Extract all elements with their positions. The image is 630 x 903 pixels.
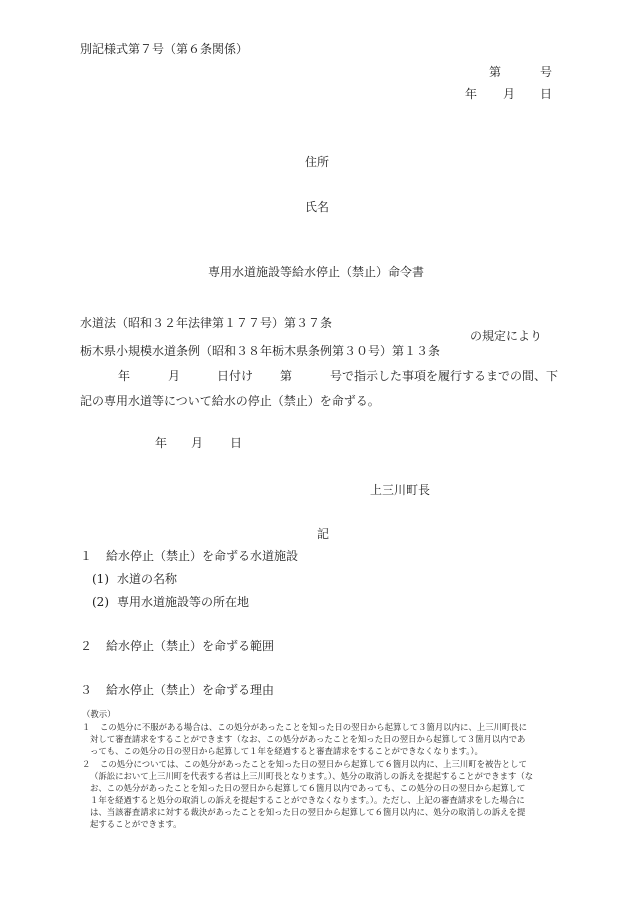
note-2-line-1: この処分については、この処分があったことを知った日の翌日から起算して６箇月以内に、上三川町を被告として <box>100 759 527 769</box>
issue-date-day: 日 <box>230 436 243 450</box>
item-1a-text: 水道の名称 <box>117 572 178 586</box>
note-1-line-1: この処分に不服がある場合は、この処分があったことを知った日の翌日から起算して３箇月以内に、上三川町長に <box>100 722 528 732</box>
item-2-text: 給水停止（禁止）を命ずる範囲 <box>106 639 275 653</box>
item-1b-num: (2) <box>92 595 109 609</box>
note-1-num: １ <box>82 722 91 732</box>
item-2-num: ２ <box>80 639 93 653</box>
issue-date-month: 月 <box>191 436 204 450</box>
body-line2: 記の専用水道等について給水の停止（禁止）を命ずる。 <box>80 394 380 408</box>
note-2-line-2: （訴訟において上三川町を代表する者は上三川町長となります。）、処分の取消しの訴えを提起することができます（な <box>90 771 534 781</box>
note-2-num: ２ <box>82 759 91 769</box>
note-2-line-4: １年を経過すると処分の取消しの訴えを提起することができなくなります。）。ただし、上記の審査請求をした場合に <box>90 795 525 805</box>
ki-heading: 記 <box>317 527 330 541</box>
note-2-line-3: お、この処分があったことを知った日の翌日から起算して６箇月以内であっても、この処分の日の翌日から起算して <box>90 783 526 793</box>
document-title: 専用水道施設等給水停止（禁止）命令書 <box>208 265 425 279</box>
doc-number-go: 号 <box>540 65 553 79</box>
item-1a-num: (1) <box>92 572 109 586</box>
note-1-line-2: 対して審査請求をすることができます（なお、この処分があったことを知った日の翌日から起算して３箇月以内であ <box>90 734 526 744</box>
item-3-text: 給水停止（禁止）を命ずる理由 <box>106 683 275 697</box>
note-2-line-5: は、当該審査請求に対する裁決があったことを知った日の翌日から起算して６箇月以内に、処分の取消しの訴えを提 <box>90 807 526 817</box>
date-top-day: 日 <box>540 87 553 101</box>
note-2-line-6: 起することができます。 <box>90 819 182 829</box>
issue-date-year: 年 <box>155 436 168 450</box>
legal-basis-law2: 栃木県小規模水道条例（昭和３８年栃木県条例第３０号）第１３条 <box>80 344 441 358</box>
issuer: 上三川町長 <box>370 483 431 497</box>
item-1b-text: 専用水道施設等の所在地 <box>117 595 250 609</box>
body-date: 日付け <box>217 369 254 383</box>
note-1-line-3: っても、この処分の日の翌日から起算して１年を経過すると審査請求をすることができなくなります。）。 <box>90 746 483 756</box>
date-top-month: 月 <box>503 87 516 101</box>
body-line1-rest: 号で指示した事項を履行するまでの間、下 <box>330 369 559 383</box>
name-label: 氏名 <box>305 200 330 214</box>
body-dai: 第 <box>280 369 293 383</box>
item-1-num: １ <box>80 549 93 563</box>
address-label: 住所 <box>305 155 330 169</box>
item-3-num: ３ <box>80 683 93 697</box>
body-month: 月 <box>168 369 181 383</box>
form-label: 別記様式第７号（第６条関係） <box>80 42 249 56</box>
date-top-year: 年 <box>465 87 478 101</box>
doc-number-dai: 第 <box>489 65 502 79</box>
legal-basis-law1: 水道法（昭和３２年法律第１７７号）第３７条 <box>80 316 333 330</box>
body-year: 年 <box>118 369 131 383</box>
item-1-text: 給水停止（禁止）を命ずる水道施設 <box>106 549 299 563</box>
notice-heading: （教示） <box>82 709 116 719</box>
legal-basis-suffix: の規定により <box>470 329 543 343</box>
